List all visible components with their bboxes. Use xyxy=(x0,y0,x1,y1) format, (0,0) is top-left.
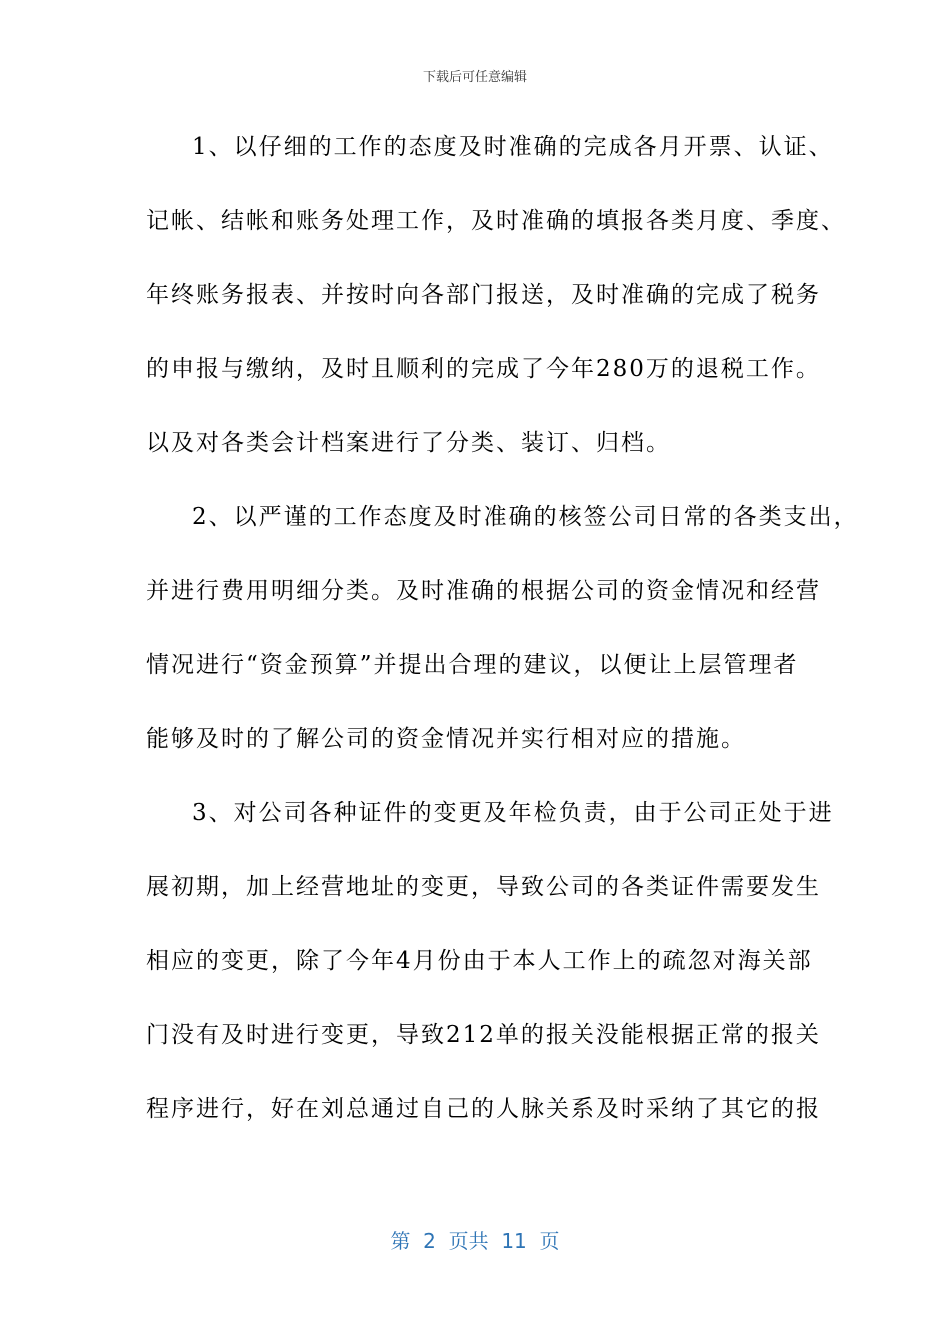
paragraph-line: 记帐、结帐和账务处理工作，及时准确的填报各类月度、季度、 xyxy=(146,208,846,234)
paragraph-line: 相应的变更，除了今年4月份由于本人工作上的疏忽对海关部 xyxy=(146,948,813,974)
paragraph-line: 3、对公司各种证件的变更及年检负责，由于公司正处于进 xyxy=(192,800,834,826)
paragraph-line: 2、以严谨的工作态度及时准确的核签公司日常的各类支出， xyxy=(192,504,859,530)
paragraph-line: 门没有及时进行变更，导致212单的报关没能根据正常的报关 xyxy=(146,1022,821,1048)
paragraph-line: 以及对各类会计档案进行了分类、装订、归档。 xyxy=(146,430,671,456)
paragraph-line: 能够及时的了解公司的资金情况并实行相对应的措施。 xyxy=(146,726,746,752)
paragraph-line: 年终账务报表、并按时向各部门报送，及时准确的完成了税务 xyxy=(146,282,821,308)
document-body xyxy=(146,122,859,1158)
page-number: 第 2 页共 11 页 xyxy=(390,1229,560,1253)
header-note: 下载后可任意编辑 xyxy=(422,70,527,85)
paragraph-line: 程序进行，好在刘总通过自己的人脉关系及时采纳了其它的报 xyxy=(146,1096,821,1122)
paragraph-line: 1、以仔细的工作的态度及时准确的完成各月开票、认证、 xyxy=(192,134,834,160)
paragraph-line: 展初期，加上经营地址的变更，导致公司的各类证件需要发生 xyxy=(146,874,821,900)
paragraph-line: 的申报与缴纳，及时且顺利的完成了今年280万的退税工作。 xyxy=(146,356,821,382)
paragraph-line: 情况进行“资金预算”并提出合理的建议，以便让上层管理者 xyxy=(146,652,799,678)
paragraph-line: 并进行费用明细分类。及时准确的根据公司的资金情况和经营 xyxy=(146,578,821,604)
